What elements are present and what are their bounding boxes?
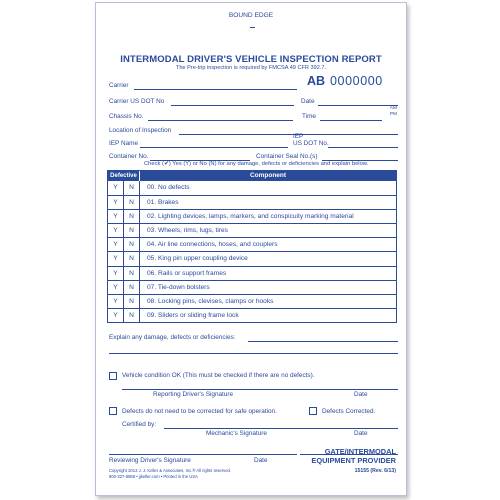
location-field[interactable] [179, 134, 398, 135]
table-body [108, 181, 396, 322]
defective-header: Defective [108, 171, 140, 181]
no-option[interactable]: N [124, 181, 140, 195]
no-option[interactable]: N [124, 224, 140, 237]
component-name: 01. Brakes [147, 199, 179, 207]
time-label: Time [302, 113, 316, 120]
carrier-dot-field[interactable] [171, 105, 294, 106]
yes-option[interactable]: Y [108, 210, 124, 223]
table-row [108, 251, 396, 265]
reporting-signature-label: Reporting Driver's Signature [153, 391, 234, 398]
chassis-field[interactable] [148, 120, 293, 121]
contact-text: 800-327-6868 • jjkeller.com • Printed in the USA [109, 473, 198, 479]
no-option[interactable]: N [124, 238, 140, 251]
table-header [108, 171, 396, 181]
bound-edge-label: BOUND EDGE [228, 12, 274, 19]
table-row [108, 195, 396, 209]
iep-name-field[interactable] [140, 147, 288, 148]
table-row [108, 266, 396, 280]
explain-line-1[interactable] [248, 341, 398, 342]
explain-line-2[interactable] [109, 353, 398, 354]
iep-label: IEP [293, 133, 304, 140]
date-label: Date [301, 98, 315, 105]
gate-line-2: EQUIPMENT PROVIDER [311, 455, 396, 465]
am-option[interactable]: AM [389, 106, 397, 111]
no-option[interactable]: N [124, 196, 140, 209]
location-label: Location of Inspection [109, 127, 172, 134]
component-name: 04. Air line connections, hoses, and couplers [147, 241, 278, 249]
reviewing-signature-label: Reviewing Driver's Signature [109, 457, 191, 464]
gate-provider-label [311, 448, 396, 465]
iep-dot-label: US DOT No. [293, 140, 329, 147]
component-name: 05. King pin upper coupling device [147, 255, 248, 263]
component-name: 07. Tie-down bolsters [147, 283, 210, 291]
vehicle-ok-checkbox[interactable] [109, 372, 117, 380]
table-row [108, 308, 396, 322]
container-no-label: Container No. [109, 153, 149, 160]
component-name: 02. Lighting devices, lamps, markers, and conspicuity marking material [147, 213, 354, 221]
component-name: 06. Rails or support frames [147, 269, 227, 277]
yes-option[interactable]: Y [108, 309, 124, 322]
yes-option[interactable]: Y [108, 196, 124, 209]
mechanic-signature-label: Mechanic's Signature [206, 430, 267, 437]
no-option[interactable]: N [124, 281, 140, 294]
table-row [108, 294, 396, 308]
table-row [108, 209, 396, 223]
component-table [107, 170, 397, 323]
component-name: 08. Locking pins, clevises, clamps or hooks [147, 297, 274, 305]
component-name: 03. Wheels, rims, lugs, tires [147, 227, 228, 235]
am-pm-options[interactable] [385, 106, 397, 117]
gate-line-1: GATE/INTERMODAL [324, 447, 396, 456]
table-row [108, 181, 396, 195]
reviewing-date-label: Date [254, 457, 268, 464]
yes-option[interactable]: Y [108, 267, 124, 280]
copyright-text: Copyright 2013 J. J. Keller & Associates, Inc.® All rights reserved. [109, 468, 232, 473]
yes-option[interactable]: Y [108, 252, 124, 265]
defects-corrected-label: Defects Corrected. [322, 408, 376, 415]
carrier-dot-label: Carrier US DOT No [109, 98, 165, 105]
yes-option[interactable]: Y [108, 224, 124, 237]
mechanic-signature-line[interactable] [164, 428, 398, 429]
no-option[interactable]: N [124, 252, 140, 265]
pm-option[interactable]: PM [389, 111, 397, 117]
no-option[interactable]: N [124, 267, 140, 280]
check-instructions: Check (✔) Yes (Y) or No (N) for any damage, defects or deficiencies and explain below. [144, 161, 369, 167]
iep-dot-field[interactable] [328, 147, 398, 148]
component-name: 09. Sliders or sliding frame lock [147, 311, 239, 319]
component-header: Component [249, 172, 287, 179]
form-prefix: AB [307, 74, 326, 88]
yes-option[interactable]: Y [108, 295, 124, 308]
no-correction-label: Defects do not need to be corrected for safe operation. [122, 408, 277, 415]
inspection-report-form [95, 2, 407, 496]
defects-corrected-checkbox[interactable] [309, 407, 317, 415]
report-title: INTERMODAL DRIVER'S VEHICLE INSPECTION REPORT [120, 54, 382, 65]
form-code: 15155 (Rev. 6/13) [354, 468, 396, 474]
certified-by-label: Certified by: [122, 421, 157, 428]
carrier-field[interactable] [134, 89, 297, 90]
chassis-label: Chassis No. [109, 113, 144, 120]
yes-option[interactable]: Y [108, 181, 124, 195]
container-seal-label: Container Seal No.(s) [256, 153, 318, 160]
time-field[interactable] [320, 120, 382, 121]
table-row [108, 237, 396, 251]
no-option[interactable]: N [124, 295, 140, 308]
form-number: 0000000 [330, 74, 383, 88]
reporting-date-label: Date [354, 391, 368, 398]
mechanic-date-label: Date [354, 430, 368, 437]
copyright-block [109, 468, 231, 479]
iep-name-label: IEP Name [109, 140, 139, 147]
component-name: 00. No defects [147, 184, 190, 191]
reviewing-signature-line[interactable] [109, 454, 297, 455]
vehicle-ok-label: Vehicle condition OK (This must be checked if there are no defects). [122, 372, 315, 379]
table-row [108, 280, 396, 294]
explain-label: Explain any damage, defects or deficiencies: [109, 334, 236, 341]
carrier-label: Carrier [109, 82, 129, 89]
report-subtitle: The Pre-trip inspection is required by FMCSA 49 CFR 392.7. [175, 65, 327, 71]
yes-option[interactable]: Y [108, 281, 124, 294]
no-option[interactable]: N [124, 210, 140, 223]
bound-edge-mark [250, 27, 255, 28]
no-correction-checkbox[interactable] [109, 407, 117, 415]
yes-option[interactable]: Y [108, 238, 124, 251]
reporting-signature-line[interactable] [122, 389, 398, 390]
table-row [108, 223, 396, 237]
no-option[interactable]: N [124, 309, 140, 322]
